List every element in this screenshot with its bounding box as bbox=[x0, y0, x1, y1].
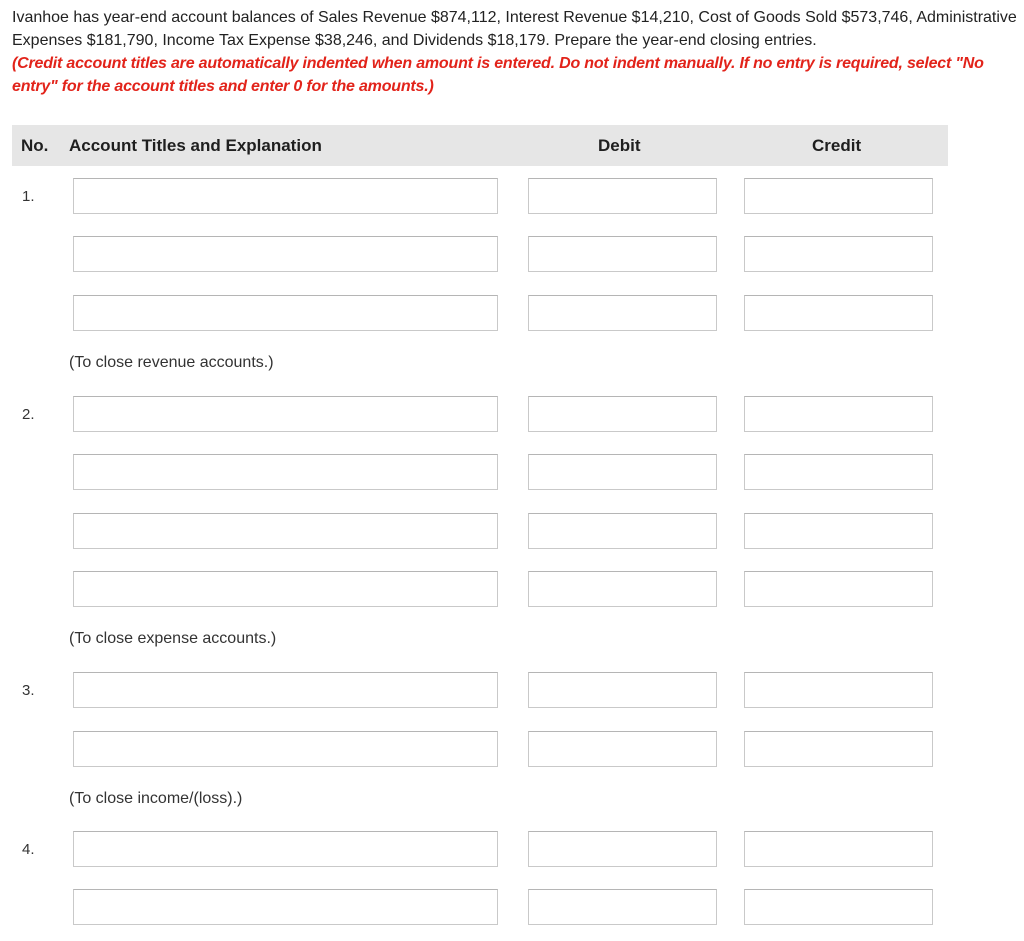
account-title-input[interactable] bbox=[73, 178, 498, 214]
journal-row bbox=[0, 454, 1024, 490]
entry-number: 1. bbox=[22, 188, 35, 205]
account-title-input[interactable] bbox=[73, 672, 498, 708]
header-no: No. bbox=[21, 136, 49, 155]
entry-explanation: (To close revenue accounts.) bbox=[69, 354, 274, 371]
credit-input[interactable] bbox=[744, 731, 933, 767]
journal-row bbox=[0, 889, 1024, 925]
debit-input[interactable] bbox=[528, 295, 717, 331]
journal-row bbox=[0, 236, 1024, 272]
credit-input[interactable] bbox=[744, 295, 933, 331]
header-credit: Credit bbox=[812, 136, 862, 155]
debit-input[interactable] bbox=[528, 731, 717, 767]
entry-explanation: (To close income/(loss).) bbox=[69, 790, 243, 807]
entry-explanation: (To close expense accounts.) bbox=[69, 630, 277, 647]
header-debit: Debit bbox=[598, 136, 641, 155]
debit-input[interactable] bbox=[528, 178, 717, 214]
entry-number: 4. bbox=[22, 841, 35, 858]
credit-input[interactable] bbox=[744, 513, 933, 549]
question-text: Ivanhoe has year-end account balances of Sales Revenue $874,112, Interest Revenue $14,210, Cost of Goods Sold $573,746, Administrative Expenses $181,790, Income Tax Expense $38,246, and Dividends $18,179. Prepare the year-end closing entries. bbox=[12, 9, 1017, 49]
account-title-input[interactable] bbox=[73, 236, 498, 272]
account-title-input[interactable] bbox=[73, 831, 498, 867]
debit-input[interactable] bbox=[528, 831, 717, 867]
credit-input[interactable] bbox=[744, 396, 933, 432]
account-title-input[interactable] bbox=[73, 571, 498, 607]
debit-input[interactable] bbox=[528, 513, 717, 549]
debit-input[interactable] bbox=[528, 396, 717, 432]
journal-row bbox=[0, 831, 1024, 867]
account-title-input[interactable] bbox=[73, 295, 498, 331]
account-title-input[interactable] bbox=[73, 396, 498, 432]
credit-input[interactable] bbox=[744, 889, 933, 925]
question-prompt bbox=[12, 6, 1020, 98]
debit-input[interactable] bbox=[528, 672, 717, 708]
journal-table-header bbox=[12, 125, 948, 166]
credit-input[interactable] bbox=[744, 236, 933, 272]
question-instructions: (Credit account titles are automatically indented when amount is entered. Do not indent manually. If no entry is required, select "No entry" for the account titles and enter 0 for the amounts.) bbox=[12, 55, 984, 95]
header-account-titles: Account Titles and Explanation bbox=[69, 136, 322, 155]
credit-input[interactable] bbox=[744, 571, 933, 607]
journal-row bbox=[0, 672, 1024, 708]
account-title-input[interactable] bbox=[73, 454, 498, 490]
journal-row bbox=[0, 295, 1024, 331]
credit-input[interactable] bbox=[744, 672, 933, 708]
debit-input[interactable] bbox=[528, 454, 717, 490]
credit-input[interactable] bbox=[744, 178, 933, 214]
account-title-input[interactable] bbox=[73, 889, 498, 925]
journal-row bbox=[0, 396, 1024, 432]
debit-input[interactable] bbox=[528, 889, 717, 925]
debit-input[interactable] bbox=[528, 236, 717, 272]
credit-input[interactable] bbox=[744, 831, 933, 867]
credit-input[interactable] bbox=[744, 454, 933, 490]
journal-row bbox=[0, 571, 1024, 607]
account-title-input[interactable] bbox=[73, 513, 498, 549]
journal-row bbox=[0, 731, 1024, 767]
account-title-input[interactable] bbox=[73, 731, 498, 767]
journal-row bbox=[0, 178, 1024, 214]
entry-number: 2. bbox=[22, 406, 35, 423]
journal-row bbox=[0, 513, 1024, 549]
debit-input[interactable] bbox=[528, 571, 717, 607]
entry-number: 3. bbox=[22, 682, 35, 699]
